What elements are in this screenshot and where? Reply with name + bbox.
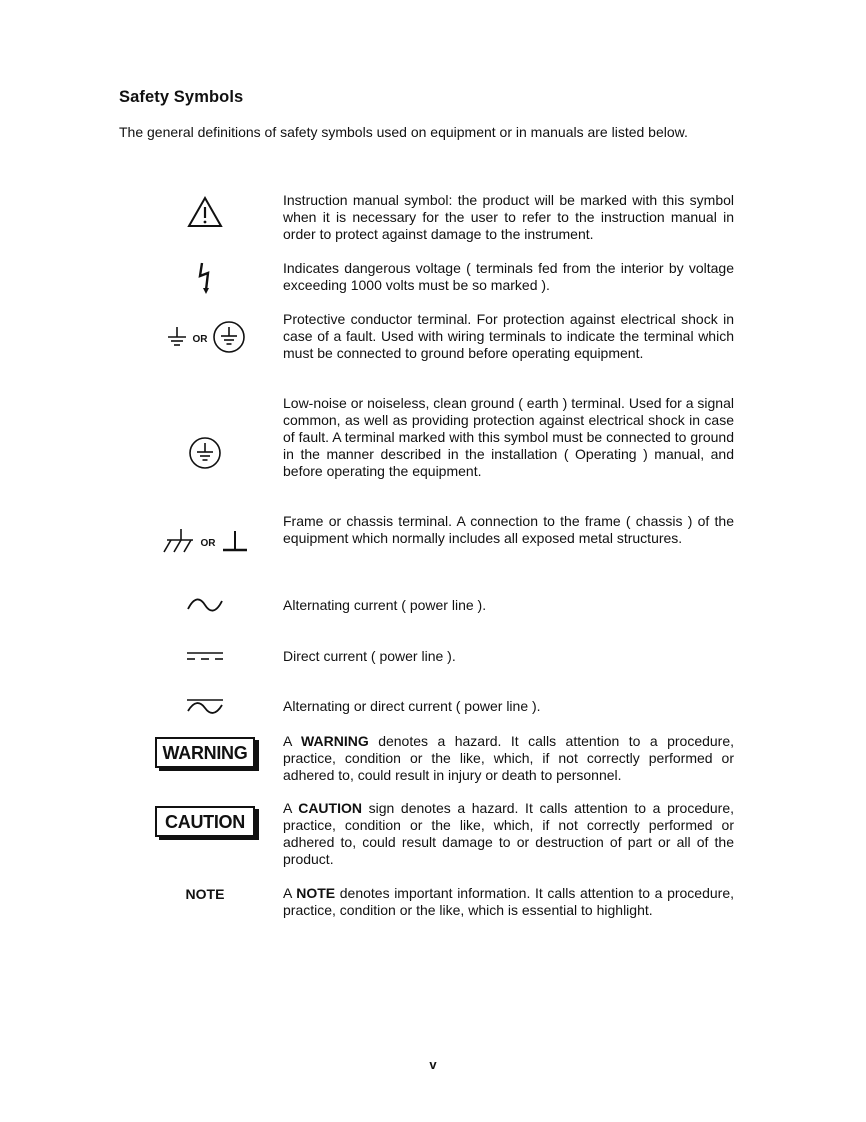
entry-description: Frame or chassis terminal. A connection to the frame ( chassis ) of the equipment which normally includes all exposed metal structures.: [283, 513, 734, 546]
chassis-symbols: [150, 525, 260, 561]
entry-description: [283, 733, 734, 784]
intro-text: The general definitions of safety symbols used on equipment or in manuals are listed below.: [119, 124, 688, 140]
entry-description: Instruction manual symbol: the product will be marked with this symbol when it is necessary for the user to refer to the instruction manual in order to protect against damage to the instrument.: [283, 192, 734, 242]
page-number: v: [429, 1057, 437, 1072]
protective-ground-circle-icon: [212, 320, 246, 359]
desc-text: sign denotes a hazard. It calls attention to a procedure, practice, condition or the like, which, if not correctly performed or adhered to, could result damage to or destruction of part or all of the product.: [283, 800, 735, 867]
note-label-cell: [150, 885, 260, 903]
dc-icon: [150, 644, 260, 668]
warning-box: [150, 733, 260, 771]
ground-icon: [165, 325, 189, 354]
entry-description: Alternating or direct current ( power line ).: [283, 698, 541, 714]
note-keyword: NOTE: [296, 885, 336, 901]
chassis-ground-icon: [161, 527, 197, 560]
desc-text: denotes important information. It calls attention to a procedure, practice, condition or the like, which is essential to highlight.: [283, 885, 735, 918]
desc-prefix: A: [283, 800, 292, 816]
warning-keyword: WARNING: [301, 733, 369, 749]
entry-description: Low-noise or noiseless, clean ground ( earth ) terminal. Used for a signal common, as well as providing protection against electrical shock in case of fault. A terminal marked with this symbol must be connected to ground in the manner described in the installation ( Operating ) manual, and before operating the equipment.: [283, 395, 734, 479]
ac-wave-icon: [150, 593, 260, 617]
or-label: OR: [200, 537, 216, 549]
warning-triangle-icon: [150, 192, 260, 232]
caution-box: [150, 802, 260, 840]
entry-description: Protective conductor terminal. For protection against electrical shock in case of a fault. Used with wiring terminals to indicate the terminal which must be connected to ground before operating equipment.: [283, 311, 734, 361]
note-label: NOTE: [185, 886, 225, 902]
lightning-bolt-icon: [150, 260, 260, 296]
desc-text: denotes a hazard. It calls attention to a procedure, practice, condition or the like, which, if not correctly performed or adhered to, could result in injury or death to personnel.: [283, 733, 735, 783]
clean-ground-icon: [150, 435, 260, 471]
caution-label: CAUTION: [155, 806, 255, 837]
desc-prefix: A: [283, 885, 292, 901]
desc-prefix: A: [283, 733, 292, 749]
entry-description: Indicates dangerous voltage ( terminals fed from the interior by voltage exceeding 1000 volts must be so marked ).: [283, 260, 734, 293]
entry-description: [283, 885, 734, 919]
ac-dc-icon: [150, 694, 260, 718]
page-title: Safety Symbols: [119, 88, 244, 106]
protective-ground-symbols: [150, 321, 260, 357]
entry-description: Direct current ( power line ).: [283, 648, 456, 664]
warning-label: WARNING: [155, 737, 256, 768]
entry-description: Alternating current ( power line ).: [283, 597, 487, 613]
or-label: OR: [192, 333, 208, 345]
entry-description: [283, 800, 734, 868]
frame-terminal-icon: [220, 527, 250, 560]
caution-keyword: CAUTION: [298, 800, 362, 816]
